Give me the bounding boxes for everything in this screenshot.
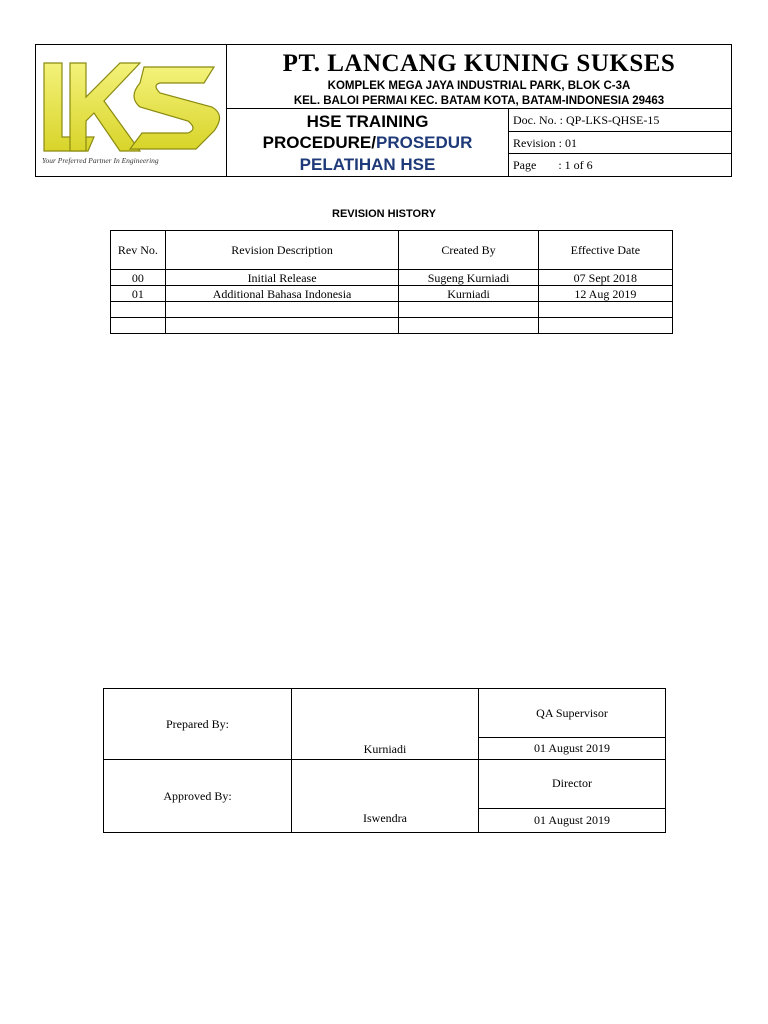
- prepared-by-name: Kurniadi: [292, 689, 479, 760]
- page-label: Page: [513, 158, 537, 172]
- approved-by-date: 01 August 2019: [479, 808, 666, 832]
- revision-number: Revision : 01: [509, 131, 731, 153]
- cell-created-by: Kurniadi: [399, 286, 538, 302]
- revision-history-title: REVISION HISTORY: [332, 208, 436, 220]
- table-row: [111, 286, 673, 302]
- col-description: Revision Description: [165, 231, 399, 270]
- cell-empty: [538, 302, 672, 318]
- title-line-1: HSE TRAINING: [306, 112, 429, 131]
- prepared-by-label: Prepared By:: [104, 689, 292, 760]
- table-header-row: [111, 231, 673, 270]
- logo-tagline: Your Preferred Partner In Engineering: [42, 156, 159, 165]
- cell-rev-no: 01: [111, 286, 166, 302]
- document-header: [35, 44, 732, 177]
- approved-by-role: Director: [479, 760, 666, 809]
- cell-empty: [111, 318, 166, 334]
- cell-description: Additional Bahasa Indonesia: [165, 286, 399, 302]
- prepared-by-role: QA Supervisor: [479, 689, 666, 738]
- approved-by-label: Approved By:: [104, 760, 292, 833]
- cell-empty: [399, 318, 538, 334]
- address-line-1: KOMPLEK MEGA JAYA INDUSTRIAL PARK, BLOK C-3A: [327, 80, 631, 92]
- col-effective-date: Effective Date: [538, 231, 672, 270]
- cell-empty: [399, 302, 538, 318]
- prepared-row-top: [104, 689, 666, 738]
- cell-empty: [111, 302, 166, 318]
- company-name: PT. LANCANG KUNING SUKSES: [282, 50, 676, 77]
- cell-effective-date: 07 Sept 2018: [538, 270, 672, 286]
- page-info: [509, 153, 731, 176]
- approved-row-top: [104, 760, 666, 809]
- page-value: : 1 of 6: [558, 158, 593, 172]
- doc-number: Doc. No. : QP-LKS-QHSE-15: [513, 113, 660, 127]
- cell-effective-date: 12 Aug 2019: [538, 286, 672, 302]
- revision-history-table: [110, 230, 673, 334]
- title-line-2-en: PROCEDURE/: [262, 133, 376, 152]
- title-line-2-id: PROSEDUR: [376, 133, 473, 152]
- cell-created-by: Sugeng Kurniadi: [399, 270, 538, 286]
- cell-empty: [165, 302, 399, 318]
- table-row: [111, 270, 673, 286]
- cell-empty: [165, 318, 399, 334]
- prepared-by-date: 01 August 2019: [479, 738, 666, 760]
- col-rev-no: Rev No.: [111, 231, 166, 270]
- cell-rev-no: 00: [111, 270, 166, 286]
- approved-by-name: Iswendra: [292, 760, 479, 833]
- address-line-2: KEL. BALOI PERMAI KEC. BATAM KOTA, BATAM-INDONESIA 29463: [293, 95, 665, 107]
- document-meta: [509, 109, 731, 176]
- logo-cell: [36, 45, 227, 176]
- table-row-empty: [111, 318, 673, 334]
- company-logo: [36, 45, 227, 176]
- table-row-empty: [111, 302, 673, 318]
- title-line-3: PELATIHAN HSE: [299, 155, 436, 174]
- approval-table: [103, 688, 666, 833]
- cell-empty: [538, 318, 672, 334]
- title-line-2: [227, 132, 508, 154]
- col-created-by: Created By: [399, 231, 538, 270]
- company-cell: [227, 45, 731, 109]
- cell-description: Initial Release: [165, 270, 399, 286]
- document-title-cell: [227, 109, 509, 176]
